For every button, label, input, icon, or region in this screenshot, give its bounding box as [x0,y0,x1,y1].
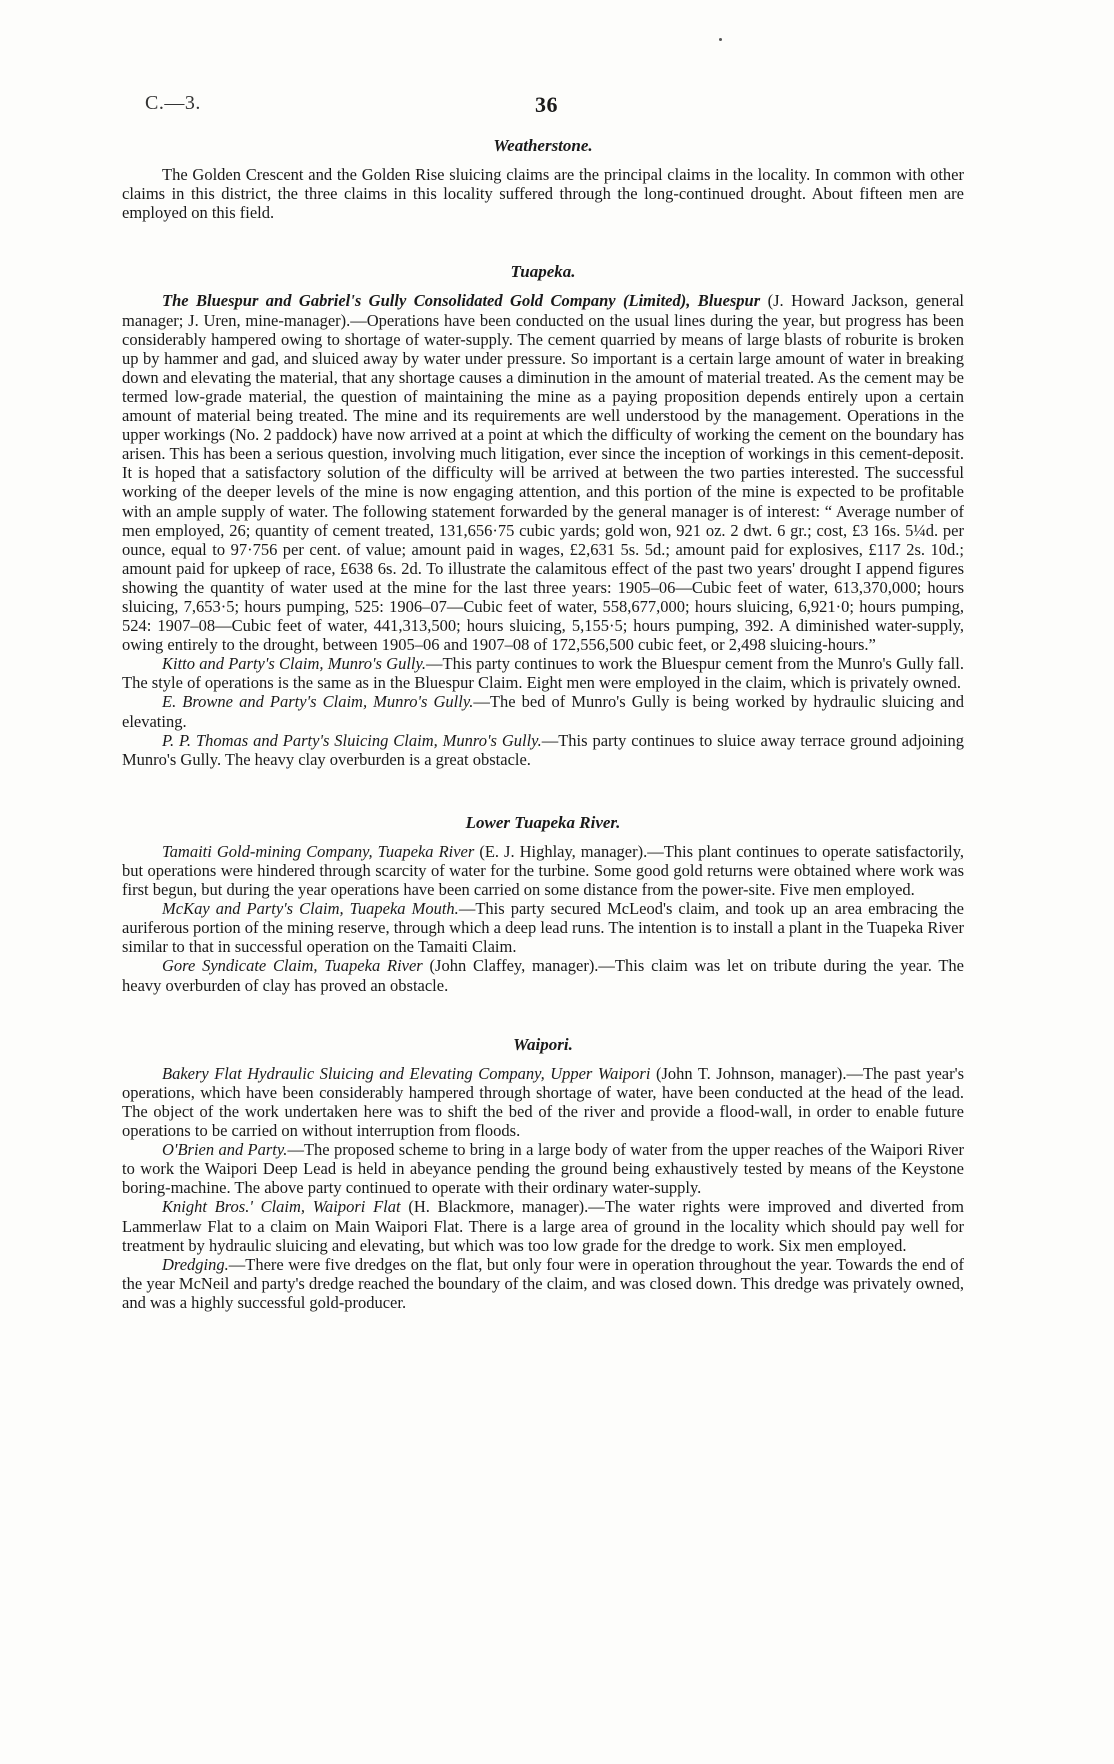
tuapeka-paragraph-browne [122,692,964,730]
gore-text: (John Claffey, manager).—This claim was let on tribute during the year. The heavy overburden of clay has proved an obstacle. [122,956,964,995]
kitto-claim-name: Kitto and Party's Claim, Munro's Gully. [162,654,427,674]
section-heading-waipori: Waipori. [513,1034,573,1054]
waipori-paragraph-obrien [122,1140,964,1197]
dredging-text: —There were five dredges on the flat, but only four were in operation throughout the year. Towards the end of the year McNeil and party's dredge reached the boundary of the claim, and was closed down. This dredge was privately owned, and was a highly successful gold-producer. [122,1254,964,1312]
mckay-claim-name: McKay and Party's Claim, Tuapeka Mouth. [162,899,459,919]
page-number: 36 [535,92,558,117]
section-heading-lower-tuapeka: Lower Tuapeka River. [465,812,621,832]
tamaiti-text: (E. J. Highlay, manager).—This plant continues to operate satisfactorily, but operations were hindered through scarcity of water for the turbine. Some good gold returns were obtained where work was first begun, but during the year operations have been carried on some distance from the power-site. Five men employed. [122,841,964,900]
waipori-paragraph-knight [122,1197,964,1254]
waipori-paragraph-dredging [122,1255,964,1312]
mckay-text: —This party secured McLeod's claim, and took up an area embracing the auriferous portion of the mining reserve, through which a deep lead runs. The intention is to install a plant in the Tuapeka River similar to that in successful operation on the Tamaiti Claim. [122,899,964,957]
thomas-claim-name: P. P. Thomas and Party's Sluicing Claim, Munro's Gully. [162,730,542,750]
dredging-heading: Dredging. [162,1254,229,1274]
browne-text: —The bed of Munro's Gully is being worked by hydraulic sluicing and elevating. [122,692,964,731]
parliamentary-paper-ref: C.—3. [145,92,201,114]
weatherstone-paragraph: The Golden Crescent and the Golden Rise sluicing claims are the principal claims in the locality. In common with other claims in this district, the three claims in this locality suffered through the long-continued drought. About fifteen men are employed on this field. [122,165,964,223]
speck-mark [719,38,722,41]
bluespur-company-name: The Bluespur and Gabriel's Gully Consolidated Gold Company (Limited), Bluespur [162,291,761,311]
gore-claim-name: Gore Syndicate Claim, Tuapeka River [162,956,423,976]
thomas-text: —This party continues to sluice away terrace ground adjoining Munro's Gully. The heavy clay overburden is a great obstacle. [122,730,964,769]
section-heading-weatherstone: Weatherstone. [493,136,593,155]
page-body [122,136,964,1312]
bakery-flat-text: (John T. Johnson, manager).—The past year's operations, which have been considerably hampered through shortage of water, have been conducted at the head of the lead. The object of the work undertaken here was to shift the bed of the river and provide a flood-wall, in order to enable future operations to be carried on without interruption from floods. [122,1063,964,1141]
tamaiti-company-name: Tamaiti Gold-mining Company, Tuapeka River [162,841,475,861]
bakery-flat-company-name: Bakery Flat Hydraulic Sluicing and Elevating Company, Upper Waipori [162,1063,651,1083]
lower-tuapeka-paragraph-gore [122,956,964,994]
bluespur-text: (J. Howard Jackson, general manager; J. Uren, mine-manager).—Operations have been conducted on the usual lines during the year, but progress has been considerably hampered owing to shortage of water-supply. The cement quarried by means of large blasts of roburite is broken up by hammer and gad, and sluiced away by water under pressure. So important is a certain large amount of water in breaking down and elevating the material, that any shortage causes a diminution in the amount of material treated. As the cement may be termed low-grade material, the question of maintaining the mine as a paying proposition depends entirely upon a certain amount of material being treated. The mine and its requirements are well understood by the management. Operations in the upper workings (No. 2 paddock) have now arrived at a point at which the difficulty of working the cement on the boundary has arisen. This has been a serious question, involving much litigation, ever since the inception of workings in this cement-deposit. It is hoped that a satisfactory solution of the difficulty will be arrived at between the two parties interested. The successful working of the deeper levels of the mine is now engaging attention, and this portion of the mine is expected to be profitable with an ample supply of water. The following statement forwarded by the general manager is of interest: “ Average number of men employed, 26; quantity of cement treated, 131,656·75 cubic yards; gold won, 921 oz. 2 dwt. 6 gr.; cost, £3 16s. 5¼d. per ounce, equal to 97·756 per cent. of value; amount paid in wages, £2,631 5s. 5d.; amount paid for explosives, £117 2s. 10d.; amount paid for upkeep of race, £638 6s. 2d. To illustrate the calamitous effect of the past two years' drought I append figures showing the quantity of water used at the mine for the last three years: 1905–06—Cubic feet of water, 613,370,000; hours sluicing, 7,653·5; hours pumping, 525: 1906–07—Cubic feet of water, 558,677,000; hours sluicing, 6,921·0; hours pumping, 524: 1907–08—Cubic feet of water, 441,313,500; hours sluicing, 5,155·5; hours pumping, 392. A diminished water-supply, owing entirely to the drought, between 1905–06 and 1907–08 of 172,556,500 cubic feet, or 2,498 sluicing-hours.” [122,291,965,655]
obrien-text: —The proposed scheme to bring in a large body of water from the upper reaches of the Waipori River to work the Waipori Deep Lead is held in abeyance pending the ground being exhaustively tested by means of the Keystone boring-machine. The above party continued to operate with their ordinary water-supply. [122,1140,964,1198]
kitto-text: —This party continues to work the Bluespur cement from the Munro's Gully fall. The style of operations is the same as in the Bluespur Claim. Eight men were employed in the claim, which is privately owned. [122,654,964,693]
tuapeka-paragraph-thomas [122,731,964,769]
tuapeka-paragraph-bluespur [122,291,964,654]
section-heading-tuapeka: Tuapeka. [510,262,576,282]
browne-claim-name: E. Browne and Party's Claim, Munro's Gully. [162,692,474,712]
tuapeka-paragraph-kitto [122,654,964,692]
obrien-party-name: O'Brien and Party. [162,1140,288,1160]
lower-tuapeka-paragraph-tamaiti [122,842,964,899]
knight-claim-name: Knight Bros.' Claim, Waipori Flat [162,1197,401,1217]
knight-text: (H. Blackmore, manager).—The water rights were improved and diverted from Lammerlaw Flat to a claim on Main Waipori Flat. There is a large area of ground in the locality which should pay well for treatment by hydraulic sluicing and elevating, but which was too low grade for the dredge to work. Six men employed. [122,1197,964,1255]
lower-tuapeka-paragraph-mckay [122,899,964,956]
waipori-paragraph-bakery-flat [122,1064,964,1140]
